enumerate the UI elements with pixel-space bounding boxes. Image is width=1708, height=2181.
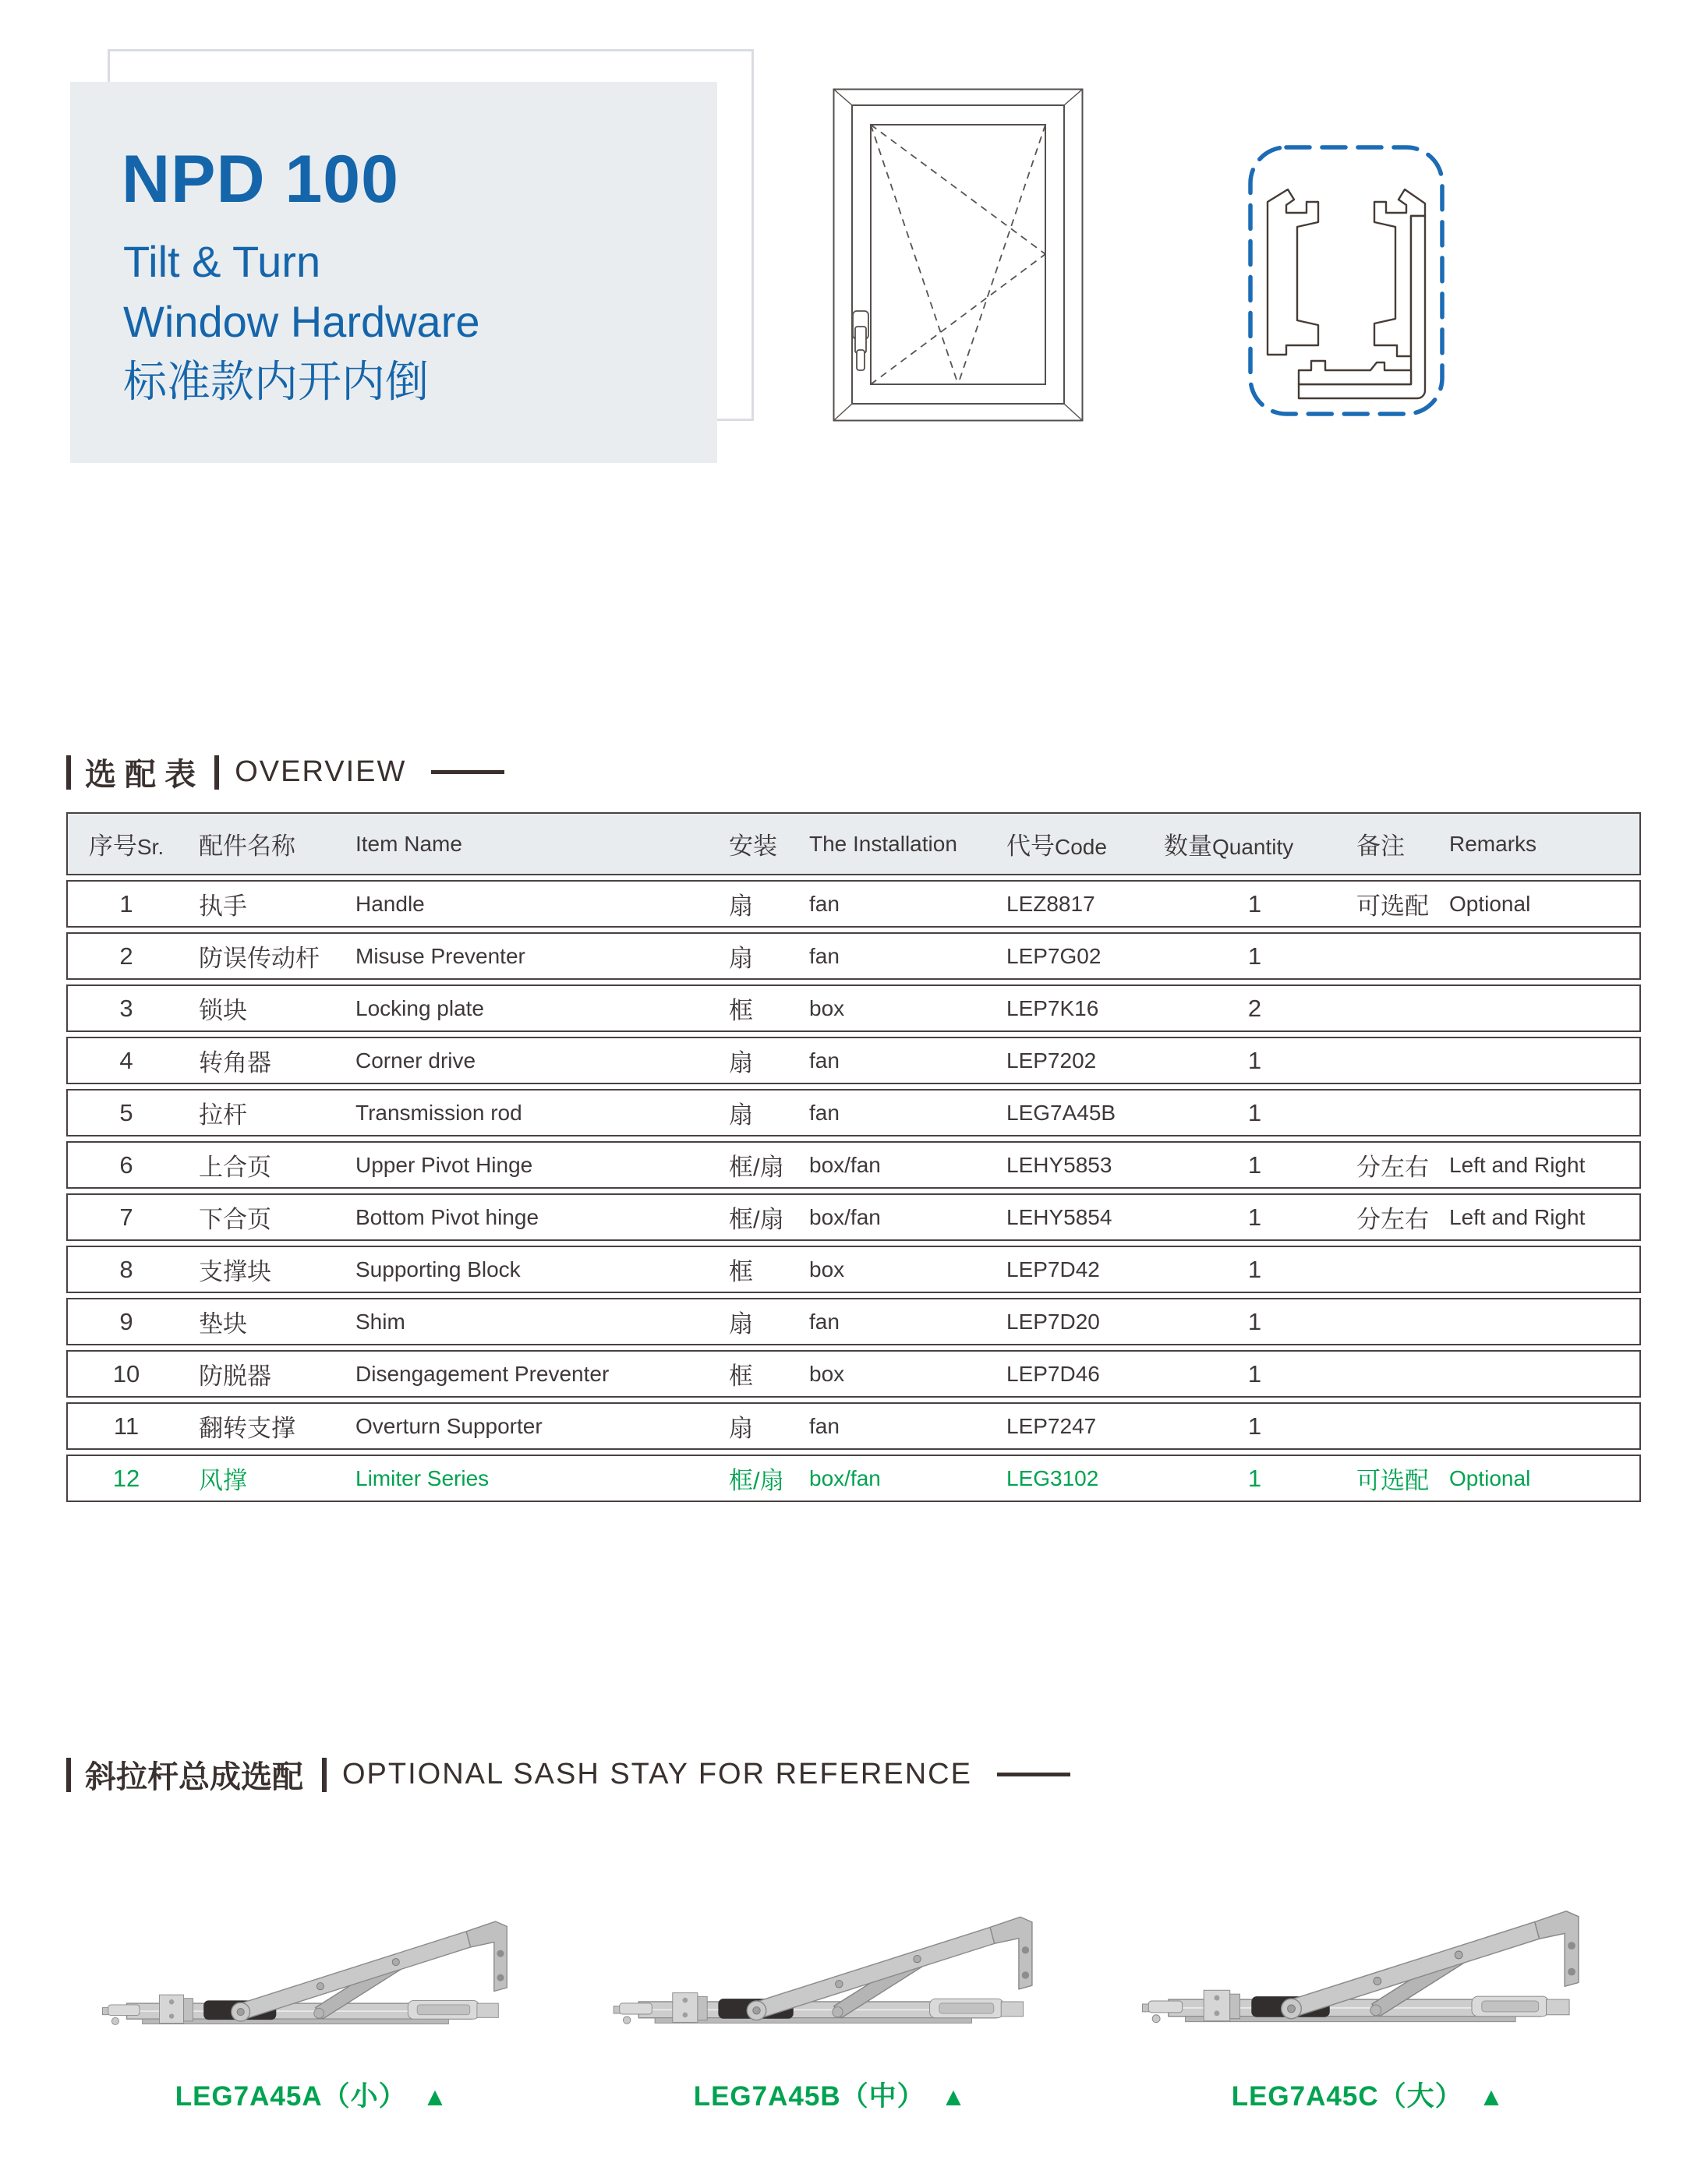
cell-qty: 1 bbox=[1247, 1151, 1262, 1179]
cell-code: LEZ8817 bbox=[1006, 891, 1095, 916]
table-row bbox=[66, 1193, 1641, 1241]
triangle-marker-icon: ▲ bbox=[940, 2082, 967, 2111]
sash-stay-label bbox=[78, 2075, 546, 2114]
cell-sr: 12 bbox=[112, 1464, 140, 1492]
product-subtitle-line2: Window Hardware bbox=[123, 297, 480, 346]
cell-install-cn: 框 bbox=[729, 1363, 753, 1390]
overview-table bbox=[66, 812, 1641, 1502]
cell-name-cn: 防脱器 bbox=[199, 1363, 271, 1390]
heading-dash-icon bbox=[997, 1773, 1070, 1776]
cell-name-cn: 翻转支撑 bbox=[199, 1415, 295, 1442]
cell-install-en: box bbox=[809, 1361, 845, 1386]
cell-code: LEG7A45B bbox=[1006, 1100, 1116, 1125]
cell-install-en: fan bbox=[809, 1100, 840, 1125]
cell-code: LEHY5853 bbox=[1006, 1152, 1112, 1177]
cell-install-en: fan bbox=[809, 1413, 840, 1438]
triangle-marker-icon: ▲ bbox=[422, 2082, 449, 2111]
cell-name-en: Limiter Series bbox=[355, 1465, 490, 1490]
cell-name-cn: 拉杆 bbox=[199, 1101, 247, 1129]
sash-stay-gallery bbox=[0, 1893, 1708, 2158]
cell-install-cn: 扇 bbox=[729, 1101, 753, 1129]
cell-install-en: box bbox=[809, 995, 845, 1020]
cell-install-en: fan bbox=[809, 891, 840, 916]
table-row bbox=[66, 932, 1641, 980]
product-model: NPD 100 bbox=[122, 142, 399, 217]
sash-stay-image bbox=[609, 1907, 1052, 2055]
sash-stay-item bbox=[1134, 1893, 1602, 2114]
heading-bar-icon bbox=[322, 1758, 327, 1792]
tilt-turn-window-diagram bbox=[833, 88, 1084, 423]
cell-qty: 1 bbox=[1247, 942, 1262, 970]
cell-install-cn: 框/扇 bbox=[729, 1206, 784, 1233]
cell-install-en: box/fan bbox=[809, 1465, 881, 1490]
cell-remark-cn: 可选配 bbox=[1356, 1467, 1429, 1494]
sash-stay-image bbox=[1137, 1901, 1599, 2055]
title-card bbox=[70, 82, 717, 463]
sash-stay-code: LEG7A45A（小） bbox=[175, 2081, 407, 2112]
cell-remark-cn: 分左右 bbox=[1356, 1154, 1429, 1181]
table-row bbox=[66, 984, 1641, 1032]
heading-bar-icon bbox=[66, 1758, 71, 1792]
cell-name-en: Overturn Supporter bbox=[355, 1413, 543, 1438]
cell-sr: 4 bbox=[119, 1046, 133, 1074]
cell-code: LEHY5854 bbox=[1006, 1204, 1112, 1229]
cell-code: LEG3102 bbox=[1006, 1465, 1099, 1490]
cell-qty: 1 bbox=[1247, 1412, 1262, 1440]
cell-qty: 1 bbox=[1247, 1307, 1262, 1335]
cell-install-en: fan bbox=[809, 1048, 840, 1073]
cell-sr: 7 bbox=[119, 1203, 133, 1231]
cell-install-cn: 扇 bbox=[729, 945, 753, 972]
cell-qty: 1 bbox=[1247, 1098, 1262, 1126]
cell-remark-en: Left and Right bbox=[1449, 1204, 1586, 1229]
table-row bbox=[66, 1455, 1641, 1502]
cell-name-en: Disengagement Preventer bbox=[355, 1361, 610, 1386]
overview-heading-cn: 选 配 表 bbox=[85, 758, 196, 792]
cell-name-en: Handle bbox=[355, 891, 425, 916]
cell-name-cn: 上合页 bbox=[199, 1154, 271, 1181]
header-name-cn: 配件名称 bbox=[199, 832, 295, 860]
cell-name-en: Shim bbox=[355, 1309, 405, 1334]
header-install-cn: 安装 bbox=[729, 832, 777, 860]
header-remark-cn: 备注 bbox=[1356, 832, 1405, 860]
heading-bar-icon bbox=[66, 755, 71, 790]
header-qty: 数量Quantity bbox=[1164, 832, 1294, 860]
cell-remark-en: Optional bbox=[1449, 891, 1531, 916]
table-row bbox=[66, 1141, 1641, 1189]
cell-remark-en: Optional bbox=[1449, 1465, 1531, 1490]
optional-heading-en: OPTIONAL SASH STAY FOR REFERENCE bbox=[342, 1758, 972, 1790]
cell-install-en: box bbox=[809, 1257, 845, 1281]
cell-code: LEP7247 bbox=[1006, 1413, 1097, 1438]
cell-sr: 1 bbox=[119, 889, 133, 917]
cell-install-cn: 框/扇 bbox=[729, 1467, 784, 1494]
header-remark-en: Remarks bbox=[1449, 831, 1537, 856]
table-row bbox=[66, 1246, 1641, 1293]
cell-remark-en: Left and Right bbox=[1449, 1152, 1586, 1177]
cell-name-cn: 执手 bbox=[199, 893, 247, 920]
heading-bar-icon bbox=[214, 755, 219, 790]
header-install-en: The Installation bbox=[809, 831, 957, 856]
sash-stay-label bbox=[1134, 2075, 1602, 2114]
cell-install-cn: 扇 bbox=[729, 1310, 753, 1338]
cell-sr: 10 bbox=[112, 1359, 140, 1387]
cell-name-en: Upper Pivot Hinge bbox=[355, 1152, 533, 1177]
cell-code: LEP7G02 bbox=[1006, 943, 1102, 968]
sash-stay-code: LEG7A45C（大） bbox=[1231, 2081, 1463, 2112]
table-row bbox=[66, 1037, 1641, 1084]
cell-name-en: Locking plate bbox=[355, 995, 485, 1020]
optional-heading-cn: 斜拉杆总成选配 bbox=[85, 1760, 303, 1794]
table-row bbox=[66, 1402, 1641, 1450]
cell-install-cn: 框 bbox=[729, 997, 753, 1024]
cell-code: LEP7202 bbox=[1006, 1048, 1097, 1073]
cell-code: LEP7D20 bbox=[1006, 1309, 1100, 1334]
cell-sr: 6 bbox=[119, 1151, 133, 1179]
table-header-row bbox=[66, 812, 1641, 875]
cell-install-en: fan bbox=[809, 943, 840, 968]
cell-code: LEP7D42 bbox=[1006, 1257, 1100, 1281]
cell-install-cn: 扇 bbox=[729, 1415, 753, 1442]
header-name-en: Item Name bbox=[355, 831, 462, 856]
product-subtitle-line3-cn: 标准款内开内倒 bbox=[123, 357, 429, 406]
cell-name-en: Bottom Pivot hinge bbox=[355, 1204, 539, 1229]
cell-sr: 2 bbox=[119, 942, 133, 970]
cell-name-cn: 防误传动杆 bbox=[199, 945, 320, 972]
cell-sr: 9 bbox=[119, 1307, 133, 1335]
cell-name-cn: 转角器 bbox=[199, 1049, 271, 1076]
cell-sr: 8 bbox=[119, 1255, 133, 1283]
cell-qty: 1 bbox=[1247, 1255, 1262, 1283]
cell-install-cn: 扇 bbox=[729, 893, 753, 920]
cell-sr: 11 bbox=[113, 1412, 140, 1440]
overview-section-heading bbox=[66, 750, 504, 794]
cell-name-cn: 支撑块 bbox=[199, 1258, 271, 1285]
cell-name-cn: 锁块 bbox=[199, 997, 247, 1024]
cell-qty: 2 bbox=[1247, 994, 1262, 1022]
cell-name-cn: 风撑 bbox=[199, 1467, 247, 1494]
header-code: 代号Code bbox=[1006, 832, 1107, 860]
cell-qty: 1 bbox=[1247, 1046, 1262, 1074]
sash-stay-image bbox=[98, 1912, 525, 2055]
profile-cross-section-diagram bbox=[1244, 141, 1448, 420]
cell-name-en: Corner drive bbox=[355, 1048, 476, 1073]
product-subtitle bbox=[123, 232, 480, 412]
cell-code: LEP7K16 bbox=[1006, 995, 1099, 1020]
sash-stay-code: LEG7A45B（中） bbox=[693, 2081, 925, 2112]
sash-stay-label bbox=[596, 2075, 1064, 2114]
heading-dash-icon bbox=[431, 770, 504, 774]
cell-code: LEP7D46 bbox=[1006, 1361, 1100, 1386]
cell-install-en: fan bbox=[809, 1309, 840, 1334]
table-row bbox=[66, 1350, 1641, 1398]
cell-install-cn: 框 bbox=[729, 1258, 753, 1285]
cell-sr: 5 bbox=[119, 1098, 133, 1126]
table-row bbox=[66, 880, 1641, 928]
cell-qty: 1 bbox=[1247, 1203, 1262, 1231]
table-row bbox=[66, 1298, 1641, 1345]
triangle-marker-icon: ▲ bbox=[1478, 2082, 1505, 2111]
cell-install-cn: 框/扇 bbox=[729, 1154, 784, 1181]
table-row bbox=[66, 1089, 1641, 1136]
cell-qty: 1 bbox=[1247, 1464, 1262, 1492]
optional-section-heading bbox=[66, 1752, 1070, 1797]
sash-stay-item bbox=[78, 1893, 546, 2114]
cell-name-cn: 下合页 bbox=[199, 1206, 271, 1233]
cell-sr: 3 bbox=[119, 994, 133, 1022]
cell-qty: 1 bbox=[1247, 1359, 1262, 1387]
table-body bbox=[66, 880, 1641, 1502]
cell-install-en: box/fan bbox=[809, 1152, 881, 1177]
sash-stay-item bbox=[596, 1893, 1064, 2114]
cell-name-en: Misuse Preventer bbox=[355, 943, 525, 968]
cell-install-en: box/fan bbox=[809, 1204, 881, 1229]
cell-name-en: Supporting Block bbox=[355, 1257, 521, 1281]
cell-remark-cn: 分左右 bbox=[1356, 1206, 1429, 1233]
cell-remark-cn: 可选配 bbox=[1356, 893, 1429, 920]
cell-name-en: Transmission rod bbox=[355, 1100, 522, 1125]
product-subtitle-line1: Tilt & Turn bbox=[123, 237, 321, 286]
cell-qty: 1 bbox=[1247, 889, 1262, 917]
cell-install-cn: 扇 bbox=[729, 1049, 753, 1076]
overview-heading-en: OVERVIEW bbox=[235, 755, 407, 788]
cell-name-cn: 垫块 bbox=[199, 1310, 247, 1338]
header-sr: 序号Sr. bbox=[88, 832, 164, 860]
